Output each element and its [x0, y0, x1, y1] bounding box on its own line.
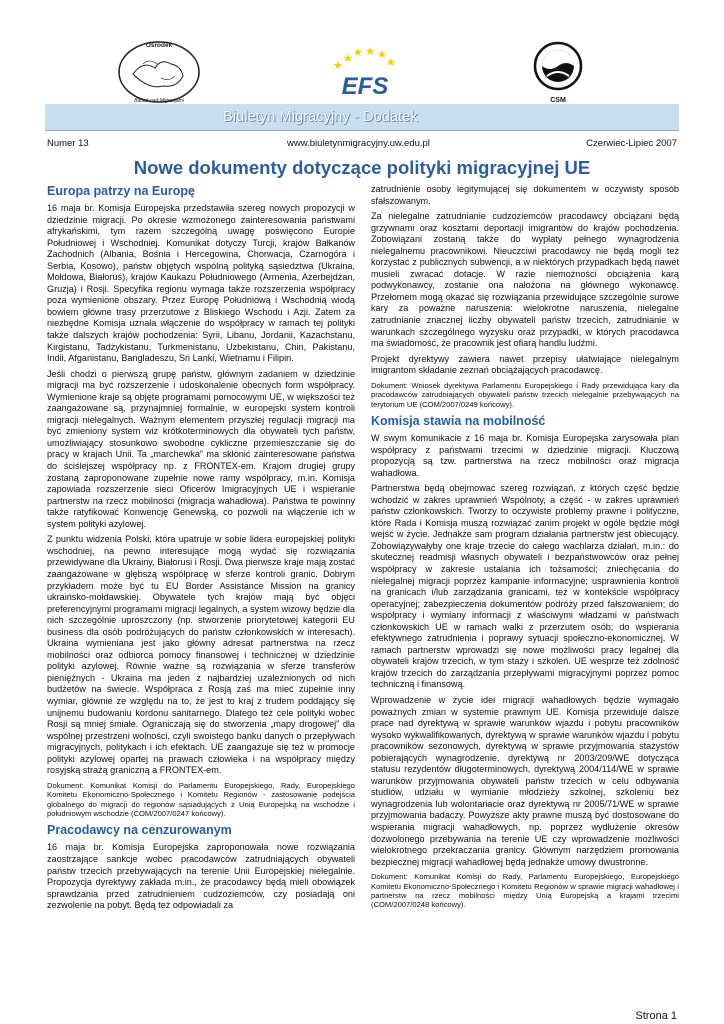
- document-note: Dokument: Komunikat Komisji do Parlamentu Europejskiego, Rady, Europejskiego Komitetu Ekonomiczno-Społecznego i Komitetu Regionów - zastosowanie podejścia globalnego do migracji do regionów sąsiadujących z Unią Europejską na wschodzie i południowym wschodzie (COM/2007/0247 końcowy).: [47, 780, 355, 819]
- issue-number: Numer 13: [47, 138, 89, 149]
- document-note: Dokument: Komunikat Komisji do Rady, Parlamentu Europejskiego, Europejskiego Komitetu Ekonomiczno-Społecznego i Komitetu Regionów w sprawie migracji wahadłowej i partnerstw na rzecz mobilności między Unią Europejską a krajami trzecimi (COM/2007/0248 końcowy).: [371, 872, 679, 910]
- efs-logo-text: EFS: [341, 73, 389, 100]
- page-headline: Nowe dokumenty dotyczące polityki migracyjnej UE: [133, 157, 591, 178]
- paragraph: Projekt dyrektywy zawiera nawet przepisy ułatwiające nielegalnym imigrantom składanie zeznań obciążających pracodawcę.: [371, 353, 679, 376]
- website-url[interactable]: www.biuletynmigracyjny.uw.edu.pl: [287, 138, 430, 149]
- csm-logo: [527, 40, 589, 106]
- logo-left-top-text: Ośrodek: [145, 42, 173, 49]
- paragraph: Jeśli chodzi o pierwszą grupę państw, głównym zadaniem w dziedzinie migracji ma być rozszerzenie i udoskonalenie obecnych form współpracy. Wymienione kraje są objęte programami pomocowymi UE, w większości też zaangażowane są, przynajmniej formalnie, w europejski system kontroli migracji nielegalnych. Ważnym elementem przyszłej regulacji migracji ma być zmieniony system wiz krótkoterminowych dla obywateli tych państw, umożliwiający stosunkowo swobodne cykliczne przemieszczanie się do pracy w krajach Unii. Ta „marchewka” ma skłonić zainteresowane państwa do ściślejszej współpracy np. z FRONTEX-em. Krajom drugiej grupy zostaną zaproponowane zupełnie nowe ramy współpracy, m.in. Komisja zapowiada rozszerzenie sieci Oficerów Imigracyjnych UE i wspieranie partnerstw na rzecz mobilności (migracja wahadłowa). Państwa te powinny także ratyfikować Konwencję Genewską, co pozwoli na włączenie ich w system polityki azylowej.: [47, 368, 355, 529]
- issue-date: Czerwiec-Lipiec 2007: [586, 138, 677, 149]
- paragraph: Za nielegalne zatrudnianie cudzoziemców pracodawcy obciążani będą grzywnami oraz kosztami deportacji imigrantów do krajów pochodzenia. Zobowiązani zostaną także do wypłaty pełnego wynagrodzenia nielegalnemu pracownikowi. Nieuczciwi pracodawcy nie będą mogli też korzystać z publicznych subwencji, a w niektórych przypadkach będą nawet musieli zwracać dotacje. W razie niemożności obciążenia karą podwykonawcy, zostanie ona nałożona na głównego wykonawcę. Przełomem mogą okazać się rozwiązania przewidujące szczególnie surowe kary za poważne naruszenia: wielokrotne naruszenia, nielegalne zatrudnianie znacznej liczby obywateli państw trzecich, zatrudnianie w warunkach szczególnego wyzysku oraz przypadki, w których pracodawca ma świadomość, że pracownik jest ofiarą handlu ludźmi.: [371, 211, 679, 349]
- logo-left-bottom-text: Badań nad Migracjami: [134, 98, 184, 104]
- paragraph: 16 maja br. Komisja Europejska zaproponowała nowe rozwiązania zaostrzające sankcje wobec pracodawców zatrudniających obywateli państw trzecich przebywających na terenie Unii Europejskiej nielegalnie. Propozycja dyrektywy zakłada m.in., że pracodawcy będą mieli obowiązek sprawdzania przed zatrudnieniem cudzoziemców, czy posiadają oni zezwolenie na pobyt. Będą też odpowiadali za: [47, 842, 355, 911]
- left-column: [47, 184, 355, 916]
- paragraph: 16 maja br. Komisja Europejska przedstawiła szereg nowych propozycji w dziedzinie migracji. Po okresie wzmożonego zainteresowania państwami afrykańskimi, tym razem szczególną uwagę poświęcono Europie Południowej i Wschodniej. Komunikat dotyczy Turcji, krajów Bałkanów Zachodnich (Albania, Bośnia i Hercegowina, Chorwacja, Czarnogóra i Serbia, Kosowo), państw objętych wspólną polityką sąsiedztwa (Ukraina, Mołdowa, Białoruś), krajów Kaukazu Południowego (Armenia, Azerbejdżan, Gruzja) i Rosji. Specyfika regionu wymaga także rozszerzenia współpracy poza wymienione obszary. Przez Europę Południową i Wschodnią wiodą bowiem główne trasy przerzutowe z Bliskiego Wschodu i Azji. Zatem za niezbędne Komisja uznała włączenie do współpracy w ramach tej polityki także dalszych krajów pochodzenia: Syrii, Libanu, Jordanii, Kazachstanu, Kirgistanu, Tadżykistanu, Turkmenistanu, Uzbekistanu, Chin, Pakistanu, Indii, Afganistanu, Bangladeszu, Sri Lanki, Wietnamu i Filipin.: [47, 203, 355, 364]
- section-heading-mobilnosc: Komisja stawia na mobilność: [371, 413, 546, 428]
- csm-logo-text: CSM: [550, 97, 566, 104]
- paragraph: zatrudnienie osoby legitymującej się dokumentem w oczywisty sposób sfałszowanym.: [371, 184, 679, 206]
- osrodek-badan-logo: [113, 38, 205, 106]
- paragraph: Wprowadzenie w życie idei migracji wahadłowych będzie wymagało poważnych zmian w systemie prawnym UE. Komisja przewiduje dalsze prace nad dyrektywą w sprawie warunków wjazdu i pobytu pracowników wysoko wykwalifikowanych, dyrektywą w sprawie warunków wjazdu i pobytu pracowników sezonowych, dyrektywą w sprawie przyjmowania stażystów pobierających wynagrodzenie, dyrektywą nr 2003/209/WE dotycząca statusu rezydentów długoterminowych, dyrektywą 2004/114/WE w sprawie warunków przyjmowania obywateli państw trzecich w celu odbywania studiów, udziału w wymianie młodzieży szkolnej, szkoleniu bez wynagrodzenia lub wolontariacie oraz dyrektywą nr 2005/71/WE w sprawie przyjmowania badaczy. Powyższe akty prawne muszą być dostosowane do wspierania migracji wahadłowych, np. poprzez wydłużenie okresów dozwolonego przebywania na terenie UE czy wprowadzenie możliwości wielokrotnego przekraczania granicy. Głównym narzędziem promowania bezpiecznej migracji wahadłowej będą jednakże umowy dwustronne.: [371, 695, 679, 867]
- right-column: [371, 184, 679, 915]
- efs-logo: [318, 44, 412, 102]
- paragraph: W swym komunikacie z 16 maja br. Komisja Europejska zarysowała plan współpracy z państwami trzecimi w dziedzinie migracji. Kluczową propozycją są tzw. partnerstwa na rzecz mobilności oraz migracja wahadłowa.: [371, 432, 679, 478]
- logo-bar: [0, 0, 724, 105]
- band-title: Biuletyn Migracyjny - Dodatek: [223, 109, 418, 125]
- section-heading-pracodawcy: Pracodawcy na cenzurowanym: [47, 823, 232, 838]
- section-heading-europa: Europa patrzy na Europę: [47, 184, 195, 198]
- document-note: Dokument: Wniosek dyrektywa Parlamentu Europejskiego i Rady przewidująca kary dla pracodawców zatrudniających obywateli państw trzecich nielegalnie przebywających na terytorium UE (COM/2007/0249 końcowy).: [371, 380, 679, 409]
- page-number: Strona 1: [635, 1010, 677, 1022]
- paragraph: Z punktu widzenia Polski, która upatruje w sobie lidera europejskiej polityki wschodniej, na pewno interesujące mogą wydać się rozwiązania przewidywane dla Ukrainy, Białorusi i Rosji. Dwa pierwsze kraje mają zostać zaangażowane w głębszą współpracę w sferze kontroli granic. Dobrym przykładem może być tu EU Border Assistance Mission na granicy ukraińsko-mołdawskiej. Obywatele tych krajów mają być objęci preferencyjnymi programami migracji legalnych, a system wizowy będzie dla nich szczególnie uproszczony (np. stworzenie priorytetowej kategorii EU business dla osób podróżujących do państw członkowskich w interesach). Ukraina wymieniana jest jako główny adresat partnerstwa na rzecz mobilności oraz odbiorca pomocy finansowej i technicznej w dziedzinie polityki azylowej. Równie ważne są rozwiązania w sferze transferów pieniężnych - Ukraina ma jeden z najbardziej uzależnionych od nich budżetów na świecie. Współpraca z Rosją zaś ma mieć zupełnie inny wymiar, głównie ze względu na to, że jest to kraj z trudem poddający się unijnemu budowaniu kordonu sanitarnego. Dlatego też cele polityki wobec Rosji są mniej śmiałe. Ograniczają się do stworzenia „mapy drogowej” dla wspólnej przestrzeni wolności, czyli swoistego banku danych o przepływach migracyjnych, politykach i ich efektach. UE zaangażuje się też w promocje polityki azylowej opartej na prawach człowieka i na współpracy między rosyjską strażą graniczną a FRONTEX-em.: [47, 534, 355, 776]
- paragraph: Partnerstwa będą obejmować szereg rozwiązań, z których część będzie wchodzić w zakres uprawnień Wspólnoty, a część - w zakres uprawnień państw członkowskich. Tworzy to oczywiste problemy prawne i polityczne, które Rada i Komisja muszą rozwiązać zanim projekt w ogóle będzie mógł wejść w życie. Jednakże sam program działania partnerstw jest obiecujący. Zobowiązywałyby one kraje trzecie do całego wachlarza działań, m.in.: do skutecznej readmisji własnych obywateli i bezpaństwowców oraz pełnej współpracy w zakresie ustalania ich tożsamości; zniechęcania do nielegalnej migracji poprzez kampanie informacyjne; usprawnienia kontroli na granicach i/lub zarządzania granicami, też w kontekście współpracy operacyjnej; zabezpieczenia dokumentów podróży przed fałszowaniem; do współpracy i wymiany informacji z właściwymi władzami w państwach członkowskich UE w ramach walki z przerzutem osób; do wspierania efektywnego zatrudnienia i poprawy sytuacji społeczno-ekonomicznej. W ramach partnerstw wprowadzi się nowe możliwości pracy legalnej dla obywateli krajów trzecich, w tym staży i szkoleń. UE wesprze też zdolność krajów trzecich do zarządzania przepływami migracyjnymi poprzez pomoc techniczną i finansową.: [371, 483, 679, 690]
